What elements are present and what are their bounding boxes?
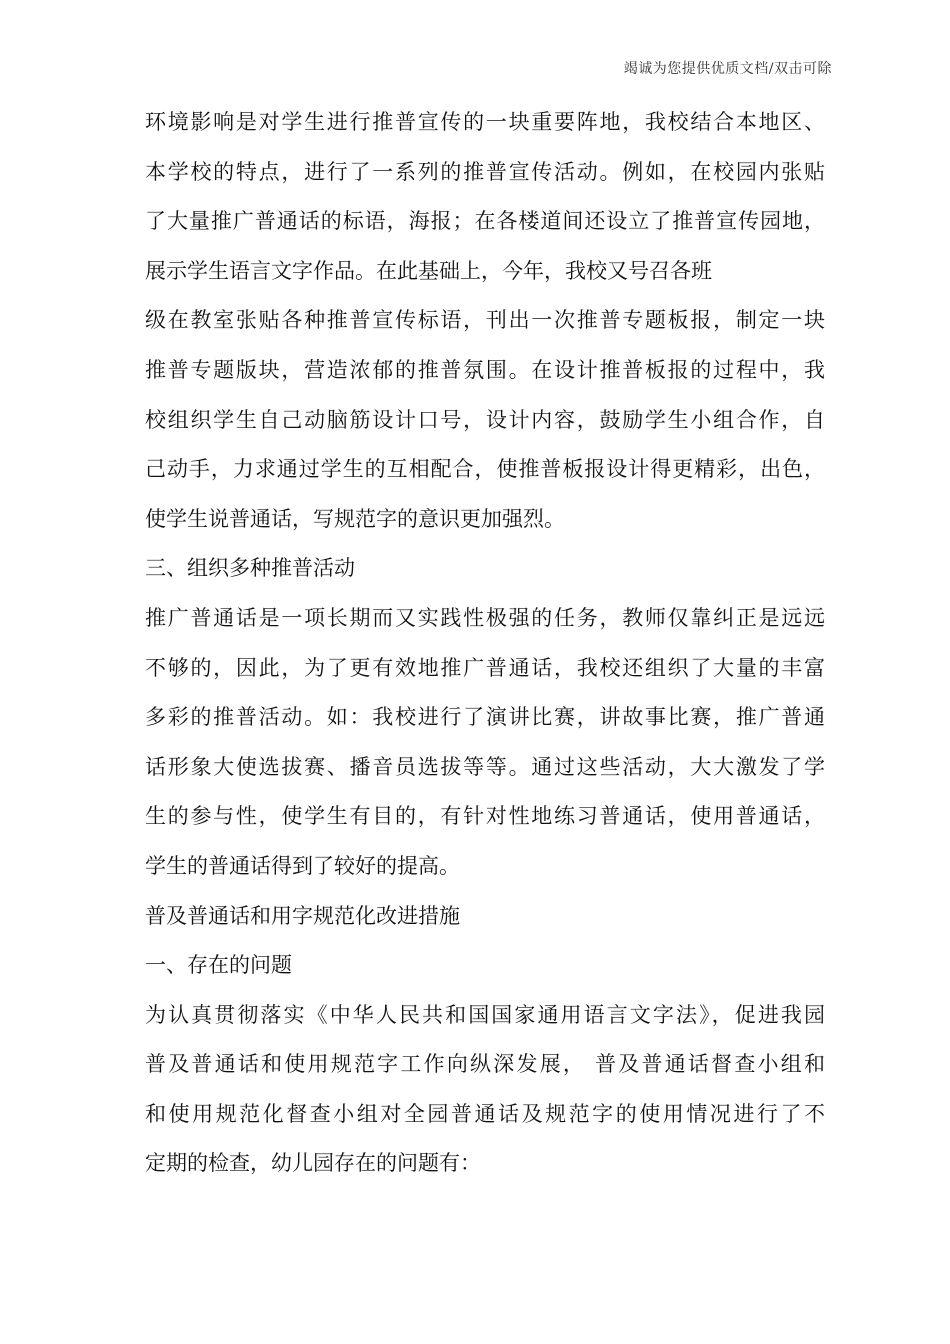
text-line-21: 和使用规范化督查小组对全园普通话及规范字的使用情况进行了不 — [145, 1101, 825, 1126]
text-line-11: 推广普通话是一项长期而又实践性极强的任务，教师仅靠纠正是远远 — [145, 605, 825, 630]
text-line-13: 多彩的推普活动。如：我校进行了演讲比赛，讲故事比赛，推广普通 — [145, 705, 825, 730]
text-line-15: 生的参与性，使学生有目的，有针对性地练习普通话，使用普通话， — [145, 804, 825, 829]
text-line-4: 展示学生语言文字作品。在此基础上，今年，我校又号召各班 — [145, 258, 712, 283]
text-line-8: 己动手，力求通过学生的互相配合，使推普板报设计得更精彩，出色， — [145, 457, 825, 482]
text-line-7: 校组织学生自己动脑筋设计口号，设计内容，鼓励学生小组合作，自 — [145, 407, 825, 432]
text-line-22: 定期的检查，幼儿园存在的问题有： — [145, 1151, 481, 1176]
text-line-1: 环境影响是对学生进行推普宣传的一块重要阵地，我校结合本地区、 — [145, 110, 825, 134]
section-heading-1: 一、存在的问题 — [145, 953, 292, 978]
text-line-12: 不够的，因此，为了更有效地推广普通话，我校还组织了大量的丰富 — [145, 655, 825, 680]
text-line-5: 级在教室张贴各种推普宣传标语，刊出一次推普专题板报，制定一块 — [145, 308, 825, 333]
text-line-3: 了大量推广普通话的标语，海报；在各楼道间还设立了推普宣传园地， — [145, 209, 825, 234]
text-line-19: 为认真贯彻落实《中华人民共和国国家通用语言文字法》，促进我园 — [145, 1002, 825, 1027]
text-line-6: 推普专题版块，营造浓郁的推普氛围。在设计推普板报的过程中，我 — [145, 357, 825, 382]
text-line-14: 话形象大使选拔赛、播音员选拔等等。通过这些活动，大大激发了学 — [145, 754, 825, 779]
document-title: 普及普通话和用字规范化改进措施 — [145, 903, 460, 928]
text-line-9: 使学生说普通话，写规范字的意识更加强烈。 — [145, 506, 565, 531]
header-note: 竭诚为您提供优质文档/双击可除 — [623, 61, 832, 77]
section-heading-3: 三、组织多种推普活动 — [145, 556, 355, 581]
document-body — [145, 98, 825, 1189]
text-line-20: 普及普通话和使用规范字工作向纵深发展， 普及普通话督查小组和 — [145, 1052, 825, 1077]
text-line-2: 本学校的特点，进行了一系列的推普宣传活动。例如，在校园内张贴 — [145, 159, 825, 184]
text-line-16: 学生的普通话得到了较好的提高。 — [145, 853, 460, 878]
